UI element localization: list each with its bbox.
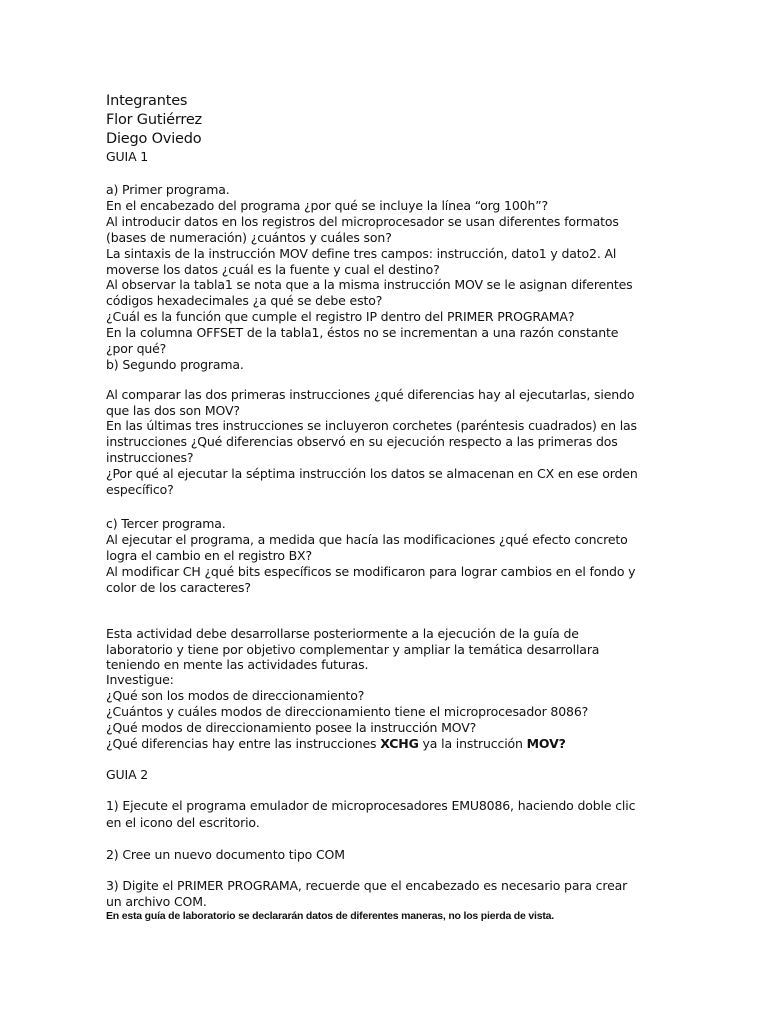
- question-line: ¿Por qué al ejecutar la séptima instrucción los datos se almacenan en CX en ese orden: [106, 466, 638, 481]
- question-line: logra el cambio en el registro BX?: [106, 548, 312, 563]
- question-line: La sintaxis de la instrucción MOV define tres campos: instrucción, dato1 y dato2. Al: [106, 246, 617, 261]
- paragraph-line: laboratorio y tiene por objetivo complementar y ampliar la temática desarrollara: [106, 642, 600, 657]
- question-line: En el encabezado del programa ¿por qué se incluye la línea “org 100h”?: [106, 198, 549, 213]
- member-name: Flor Gutiérrez: [106, 112, 202, 128]
- question-line: instrucciones?: [106, 450, 194, 465]
- step-line: un archivo COM.: [106, 894, 207, 909]
- question-line: Al comparar las dos primeras instrucciones ¿qué diferencias hay al ejecutarlas, siendo: [106, 387, 635, 402]
- member-name: Diego Oviedo: [106, 131, 202, 147]
- question-line: ¿Qué modos de direccionamiento posee la instrucción MOV?: [106, 720, 477, 735]
- question-line: ¿por qué?: [106, 341, 167, 356]
- section-heading: c) Tercer programa.: [106, 516, 226, 531]
- guide1-heading: GUIA 1: [106, 149, 149, 164]
- question-text: ya la instrucción: [418, 736, 527, 751]
- question-line: que las dos son MOV?: [106, 403, 240, 418]
- question-line: (bases de numeración) ¿cuántos y cuáles son?: [106, 230, 392, 245]
- step-line: 3) Digite el PRIMER PROGRAMA, recuerde que el encabezado es necesario para crear: [106, 878, 628, 893]
- instruction-term: MOV?: [526, 736, 566, 751]
- step-line: 1) Ejecute el programa emulador de microprocesadores EMU8086, haciendo doble clic: [106, 798, 636, 813]
- step-line: 2) Cree un nuevo documento tipo COM: [106, 847, 345, 862]
- step-line: en el icono del escritorio.: [106, 815, 260, 830]
- paragraph-line: teniendo en mente las actividades futuras.: [106, 657, 369, 672]
- question-line: Al observar la tabla1 se nota que a la misma instrucción MOV se le asignan diferentes: [106, 277, 633, 292]
- question-line: instrucciones ¿Qué diferencias observó en su ejecución respecto a las primeras dos: [106, 434, 618, 449]
- question-line: Al introducir datos en los registros del microprocesador se usan diferentes formatos: [106, 214, 619, 229]
- question-line: moverse los datos ¿cuál es la fuente y cual el destino?: [106, 262, 440, 277]
- question-line: específico?: [106, 482, 174, 497]
- members-heading: Integrantes: [106, 93, 188, 109]
- question-line: Al ejecutar el programa, a medida que hacía las modificaciones ¿qué efecto concreto: [106, 532, 628, 547]
- question-line: color de los caracteres?: [106, 580, 251, 595]
- question-line: [106, 736, 566, 751]
- question-line: Al modificar CH ¿qué bits específicos se modificaron para lograr cambios en el fondo y: [106, 564, 636, 579]
- paragraph-line: Esta actividad debe desarrollarse posteriormente a la ejecución de la guía de: [106, 626, 579, 641]
- question-line: ¿Cuántos y cuáles modos de direccionamiento tiene el microprocesador 8086?: [106, 704, 589, 719]
- question-line: ¿Qué son los modos de direccionamiento?: [106, 688, 365, 703]
- section-heading: a) Primer programa.: [106, 182, 230, 197]
- question-line: códigos hexadecimales ¿a qué se debe esto?: [106, 293, 383, 308]
- instruction-term: XCHG: [380, 736, 419, 751]
- guide-note: En esta guía de laboratorio se declararán datos de diferentes maneras, no los pierda de vista.: [106, 910, 555, 922]
- guide2-heading: GUIA 2: [106, 767, 149, 782]
- question-line: ¿Cuál es la función que cumple el registro IP dentro del PRIMER PROGRAMA?: [106, 309, 575, 324]
- question-line: En la columna OFFSET de la tabla1, éstos no se incrementan a una razón constante: [106, 325, 619, 340]
- investigue-label: Investigue:: [106, 672, 174, 687]
- question-line: En las últimas tres instrucciones se incluyeron corchetes (paréntesis cuadrados) en las: [106, 418, 637, 433]
- question-text: ¿Qué diferencias hay entre las instrucciones: [106, 736, 381, 751]
- section-heading: b) Segundo programa.: [106, 357, 244, 372]
